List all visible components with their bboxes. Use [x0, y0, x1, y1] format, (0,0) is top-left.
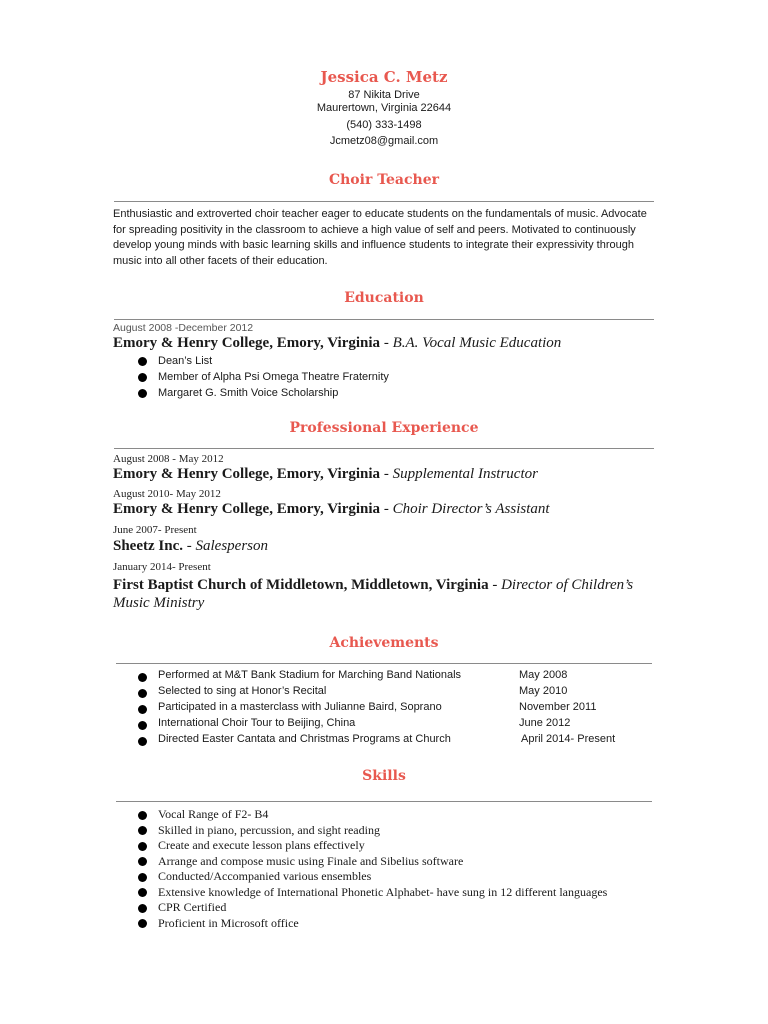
list-item: Extensive knowledge of International Phonetic Alphabet- have sung in 12 different languages — [136, 885, 618, 901]
job-entry: Emory & Henry College, Emory, Virginia - Choir Director’s Assistant — [113, 501, 550, 517]
achievement-text: Directed Easter Cantata and Christmas Programs at Church — [158, 733, 451, 745]
achievement-text: Selected to sing at Honor’s Recital — [158, 685, 327, 697]
education-separator: - — [380, 335, 393, 351]
achievement-date: April 2014- Present — [521, 733, 616, 745]
bullet-icon — [138, 721, 147, 730]
bullet-icon — [138, 811, 147, 820]
job-org: First Baptist Church of Middletown, Middletown, Virginia — [113, 577, 489, 593]
job-role: Choir Director’s Assistant — [392, 501, 550, 517]
job-org: Emory & Henry College, Emory, Virginia — [113, 466, 381, 482]
skills-divider — [116, 801, 652, 802]
bullet-icon — [138, 888, 147, 897]
objective-paragraph: Enthusiastic and extroverted choir teacher eager to educate students on the fundamentals of music. Advocate for spreading positivity in the classroom to achieve a high value of self and peers. Motivated to continuously develop young minds with basic learning skills and influence students to integrate their expressivity through music into all other facets of their education. — [113, 208, 647, 267]
achievement-text: Participated in a masterclass with Julianne Baird, Soprano — [158, 701, 442, 713]
bullet-icon — [138, 873, 147, 882]
skills-heading: Skills — [362, 768, 406, 784]
email-address: Jcmetz08@gmail.com — [329, 135, 439, 147]
education-dates: August 2008 -December 2012 — [113, 322, 254, 334]
achievements-heading: Achievements — [329, 635, 439, 651]
achievement-row — [136, 685, 656, 701]
bullet-icon — [138, 673, 147, 682]
list-item: Margaret G. Smith Voice Scholarship — [136, 385, 389, 401]
job-dates: August 2010- May 2012 — [113, 488, 221, 500]
address-line-2: Maurertown, Virginia 22644 — [316, 102, 452, 114]
experience-divider — [114, 448, 654, 449]
bullet-icon — [138, 826, 147, 835]
bullet-icon — [138, 904, 147, 913]
job-role: Director of Children’s — [501, 577, 634, 593]
bullet-icon — [138, 842, 147, 851]
achievement-date: May 2010 — [519, 685, 568, 697]
list-item: Create and execute lesson plans effectively — [136, 838, 636, 854]
job-role: Supplemental Instructor — [392, 466, 538, 482]
bullet-icon — [138, 689, 147, 698]
skills-list — [136, 807, 636, 931]
job-role: Salesperson — [195, 538, 268, 554]
list-item: Conducted/Accompanied various ensembles — [136, 869, 636, 885]
bullet-icon — [138, 357, 147, 366]
address-line-1: 87 Nikita Drive — [348, 89, 420, 101]
phone-number: (540) 333-1498 — [346, 119, 422, 131]
list-item: Skilled in piano, percussion, and sight reading — [136, 823, 636, 839]
achievement-row — [136, 717, 656, 733]
bullet-icon — [138, 705, 147, 714]
achievement-date: May 2008 — [519, 669, 568, 681]
job-dates: August 2008 - May 2012 — [113, 453, 224, 465]
bullet-icon — [138, 737, 147, 746]
job-entry: First Baptist Church of Middletown, Middletown, Virginia - Director of Children’s — [113, 577, 634, 593]
list-item: Member of Alpha Psi Omega Theatre Fraternity — [136, 369, 389, 385]
bullet-icon — [138, 389, 147, 398]
candidate-name: Jessica C. Metz — [320, 68, 448, 86]
achievement-date: November 2011 — [519, 701, 597, 713]
bullet-icon — [138, 857, 147, 866]
list-item: Dean’s List — [136, 353, 389, 369]
job-role-continued: Music Ministry — [113, 595, 205, 611]
experience-heading: Professional Experience — [289, 420, 479, 436]
job-org: Emory & Henry College, Emory, Virginia — [113, 501, 381, 517]
achievement-row — [136, 701, 656, 717]
education-entry — [113, 335, 561, 352]
job-entry: Sheetz Inc. - Salesperson — [113, 538, 268, 554]
list-item: Vocal Range of F2- B4 — [136, 807, 636, 823]
achievement-row — [136, 669, 656, 685]
objective-divider — [114, 201, 654, 202]
job-dates: January 2014- Present — [113, 561, 211, 573]
list-item: Proficient in Microsoft office — [136, 916, 636, 932]
achievement-date: June 2012 — [519, 717, 571, 729]
list-item: Arrange and compose music using Finale and Sibelius software — [136, 854, 636, 870]
education-honors-list — [136, 353, 389, 401]
achievements-divider — [116, 663, 652, 664]
education-heading: Education — [344, 290, 424, 306]
bullet-icon — [138, 373, 147, 382]
bullet-icon — [138, 919, 147, 928]
education-degree: B.A. Vocal Music Education — [392, 335, 562, 351]
achievement-row — [136, 733, 656, 749]
achievement-text: Performed at M&T Bank Stadium for Marching Band Nationals — [158, 669, 462, 681]
objective-heading: Choir Teacher — [328, 172, 439, 188]
education-divider — [114, 319, 654, 320]
education-school: Emory & Henry College, Emory, Virginia — [113, 335, 381, 351]
list-item: CPR Certified — [136, 900, 636, 916]
achievement-text: International Choir Tour to Beijing, China — [158, 717, 356, 729]
job-org: Sheetz Inc. — [113, 538, 183, 554]
job-entry: Emory & Henry College, Emory, Virginia - Supplemental Instructor — [113, 466, 538, 482]
job-dates: June 2007- Present — [113, 524, 197, 536]
